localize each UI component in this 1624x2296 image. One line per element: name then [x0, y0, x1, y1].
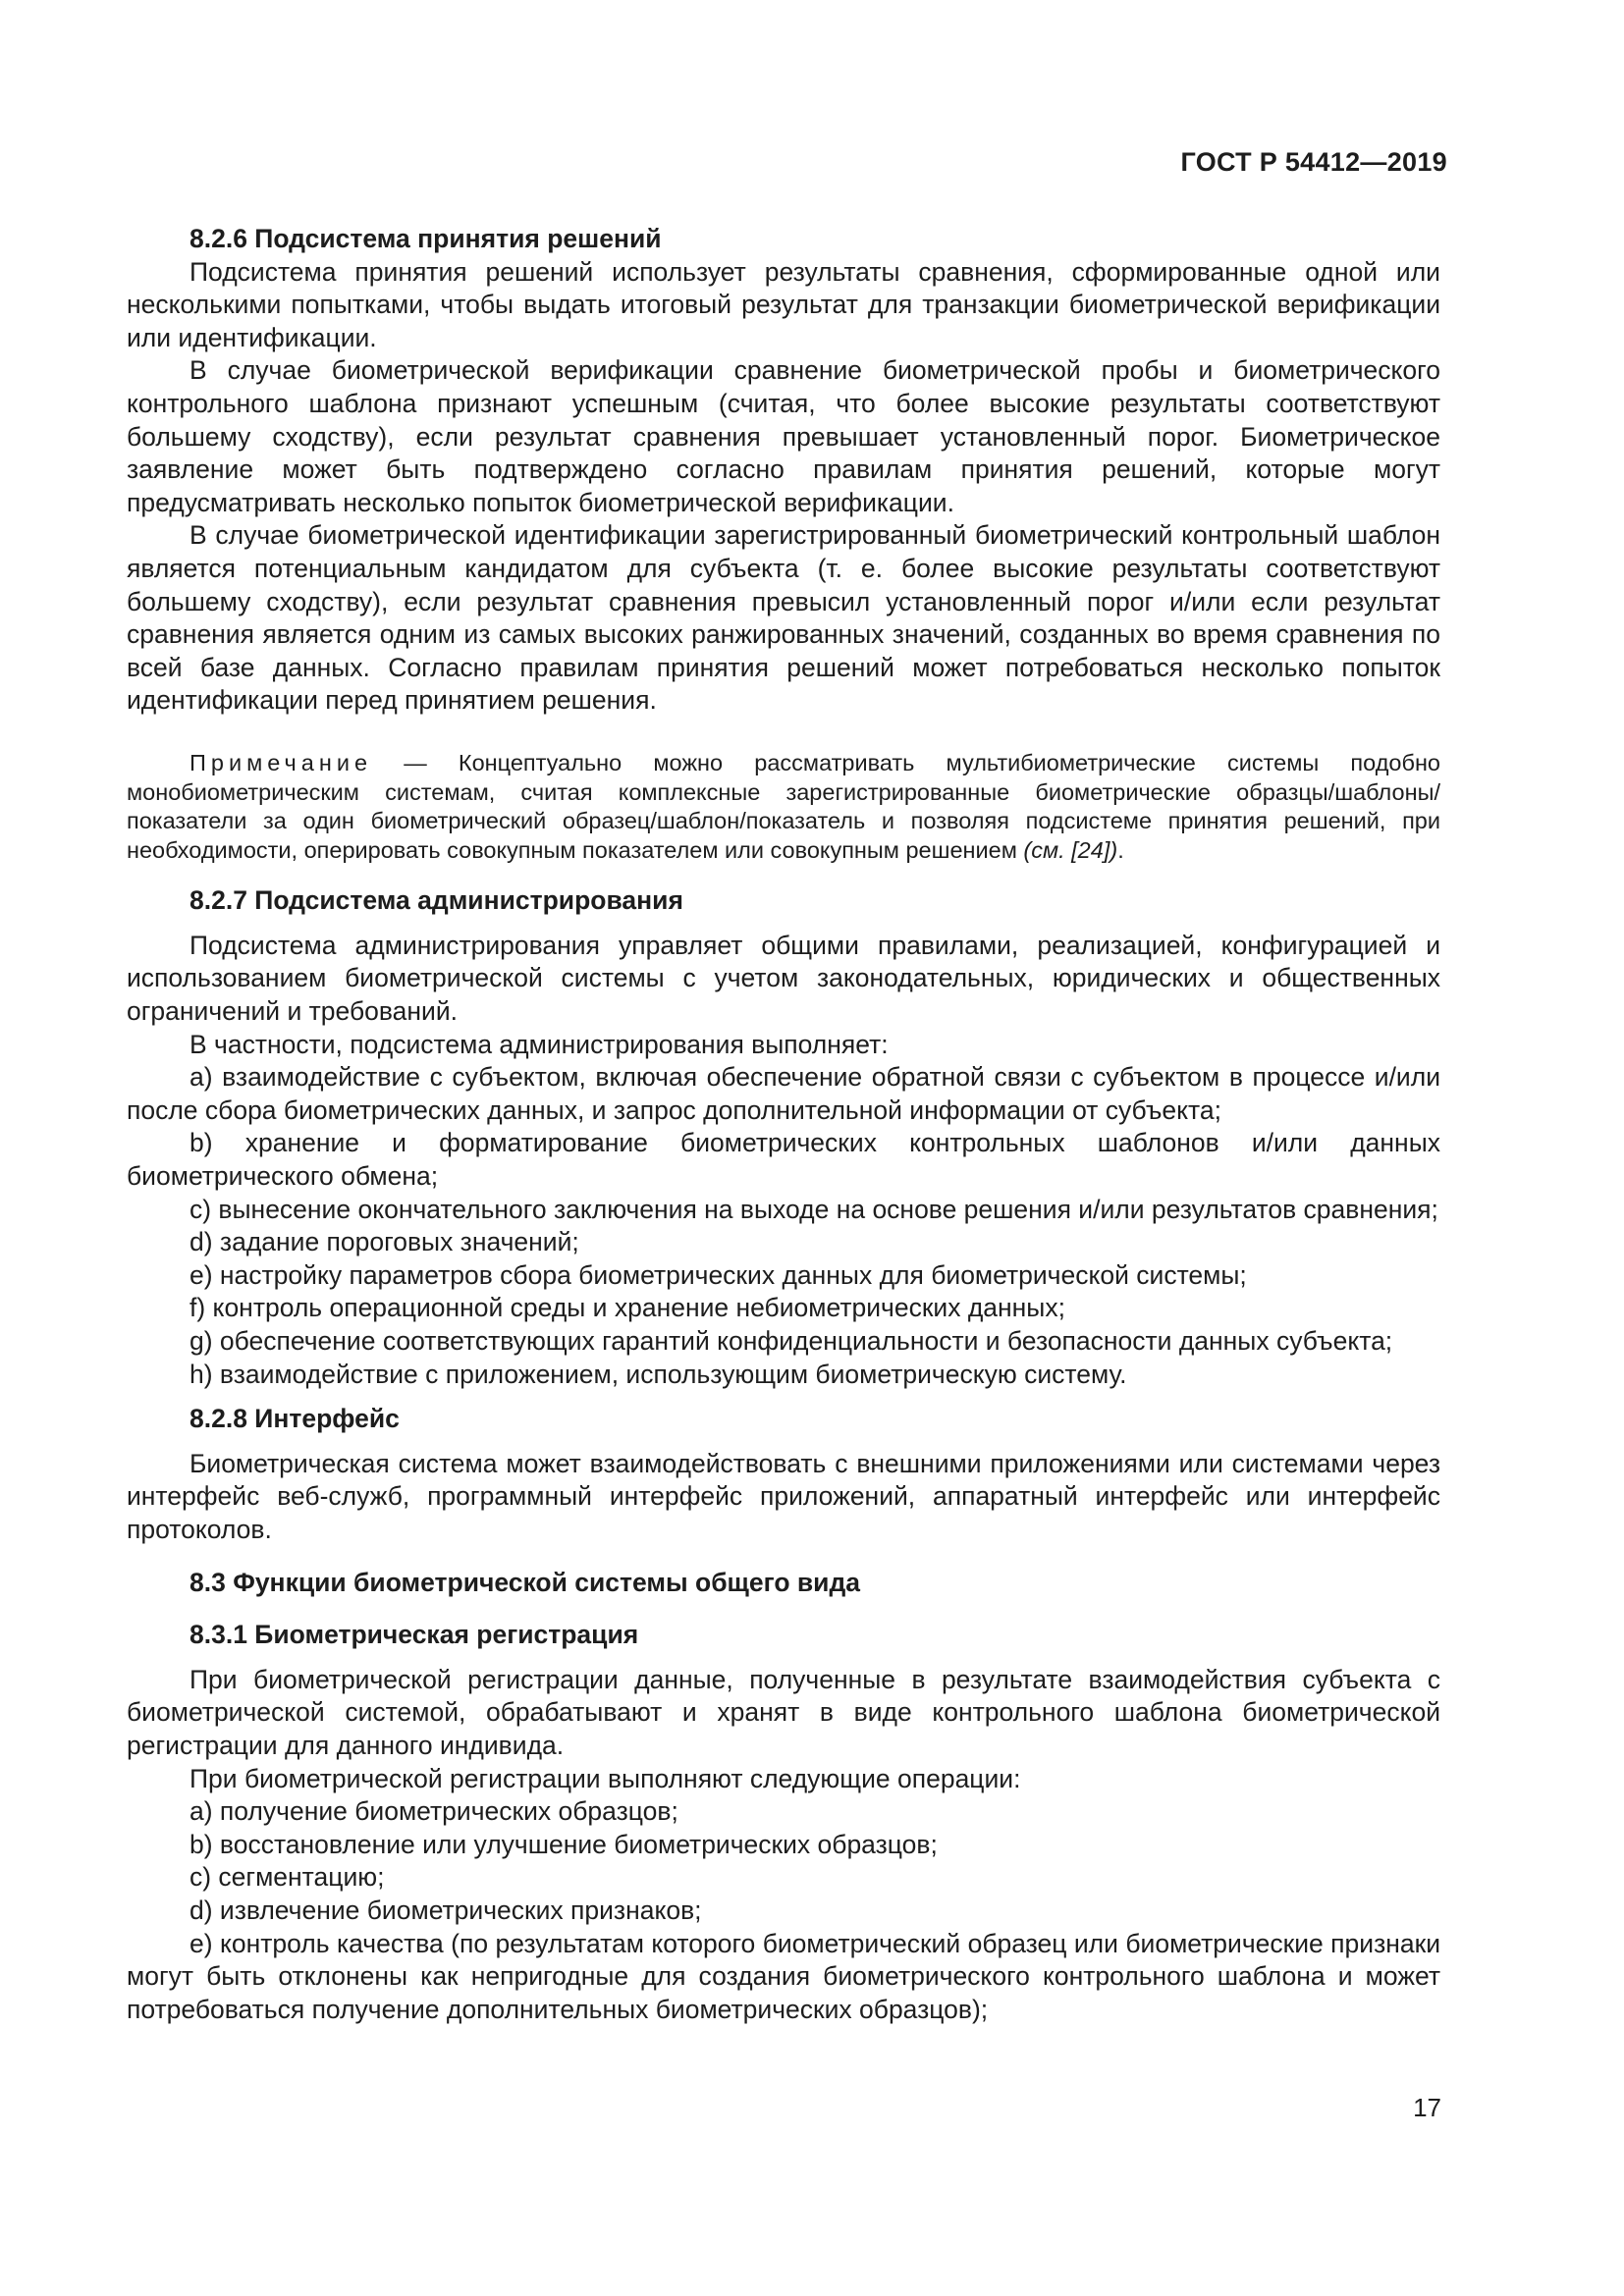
paragraph: При биометрической регистрации выполняют следующие операции:: [189, 1763, 1021, 1793]
note: [127, 749, 1440, 865]
section-heading-8-2-7: 8.2.7 Подсистема администрирования: [189, 885, 683, 916]
section-heading-8-2-8: 8.2.8 Интерфейс: [189, 1404, 400, 1434]
paragraph: В частности, подсистема администрирования выполняет:: [189, 1029, 889, 1059]
list-item: e) настройку параметров сбора биометрических данных для биометрической системы;: [189, 1259, 1247, 1290]
list-item: b) хранение и форматирование биометрических контрольных шаблонов и/или данных биометрического обмена;: [127, 1128, 1440, 1192]
note-body: — Концептуально можно рассматривать мультибиометрические системы подобно монобиометрическим системам, считая комплексные зарегистрированные биометрические образцы/шаблоны/показатели за один биометрический образец/шаблон/показатель и позволяя подсистеме принятия решений, при необходимости, оперировать совокупным показателем или совокупным решением: [127, 749, 1440, 863]
paragraph: При биометрической регистрации данные, полученные в результате взаимодействия субъекта с биометрической системой, обрабатывают и хранят в виде контрольного шаблона биометрической регистрации для данного индивида.: [127, 1664, 1440, 1760]
list-item: g) обеспечение соответствующих гарантий конфиденциальности и безопасности данных субъекта;: [189, 1326, 1393, 1356]
list-item: c) сегментацию;: [189, 1862, 385, 1893]
note-label: Примечание: [189, 749, 373, 775]
list-item: h) взаимодействие с приложением, использующим биометрическую систему.: [189, 1359, 1127, 1389]
section-heading-8-3-1: 8.3.1 Биометрическая регистрация: [189, 1620, 639, 1650]
list-item: a) получение биометрических образцов;: [189, 1796, 678, 1827]
list-item: d) извлечение биометрических признаков;: [189, 1895, 702, 1925]
document-body: [127, 223, 1440, 2026]
standard-id-header: ГОСТ Р 54412—2019: [1180, 147, 1447, 177]
paragraph: В случае биометрической верификации сравнение биометрической пробы и биометрического контрольного шаблона признают успешным (считая, что более высокие результаты соответствуют большему сходству), если результат сравнения превышает установленный порог. Биометрическое заявление может быть подтверждено согласно правилам принятия решений, которые могут предусматривать несколько попыток биометрической верификации.: [127, 355, 1440, 517]
paragraph: В случае биометрической идентификации зарегистрированный биометрический контрольный шаблон является потенциальным кандидатом для субъекта (т. е. более высокие результаты соответствуют большему сходству), если результат сравнения превысил установленный порог и/или если результат сравнения является одним из самых высоких ранжированных значений, созданных во время сравнения по всей базе данных. Согласно правилам принятия решений может потребоваться несколько попыток идентификации перед принятием решения.: [127, 520, 1440, 716]
list-item: b) восстановление или улучшение биометрических образцов;: [189, 1829, 938, 1859]
paragraph: Подсистема администрирования управляет общими правилами, реализацией, конфигурацией и использованием биометрической системы с учетом законодательных, юридических и общественных ограничений и требований.: [127, 930, 1440, 1027]
list-item: e) контроль качества (по результатам которого биометрический образец или биометрические признаки могут быть отклонены как непригодные для создания биометрического контрольного шаблона и может потребоваться получение дополнительных биометрических образцов);: [127, 1928, 1440, 2024]
section-heading-8-2-6: 8.2.6 Подсистема принятия решений: [189, 224, 662, 253]
page-number: 17: [1413, 2093, 1441, 2122]
list-item: a) взаимодействие с субъектом, включая обеспечение обратной связи с субъектом в процессе и/или после сбора биометрических данных, и запрос дополнительной информации от субъекта;: [127, 1062, 1440, 1125]
list-item: f) контроль операционной среды и хранение небиометрических данных;: [189, 1293, 1065, 1323]
paragraph: Подсистема принятия решений использует результаты сравнения, сформированные одной или несколькими попытками, чтобы выдать итоговый результат для транзакции биометрической верификации или идентификации.: [127, 256, 1440, 352]
note-end: .: [1117, 836, 1124, 863]
note-reference: (см. [24]): [1023, 836, 1118, 863]
section-heading-8-3: 8.3 Функции биометрической системы общего вида: [189, 1567, 861, 1597]
list-item: d) задание пороговых значений;: [189, 1227, 579, 1257]
paragraph: Биометрическая система может взаимодействовать с внешними приложениями или системами через интерфейс веб-служб, программный интерфейс приложений, аппаратный интерфейс или интерфейс протоколов.: [127, 1448, 1440, 1544]
list-item: c) вынесение окончательного заключения на выходе на основе решения и/или результатов сравнения;: [189, 1194, 1438, 1224]
